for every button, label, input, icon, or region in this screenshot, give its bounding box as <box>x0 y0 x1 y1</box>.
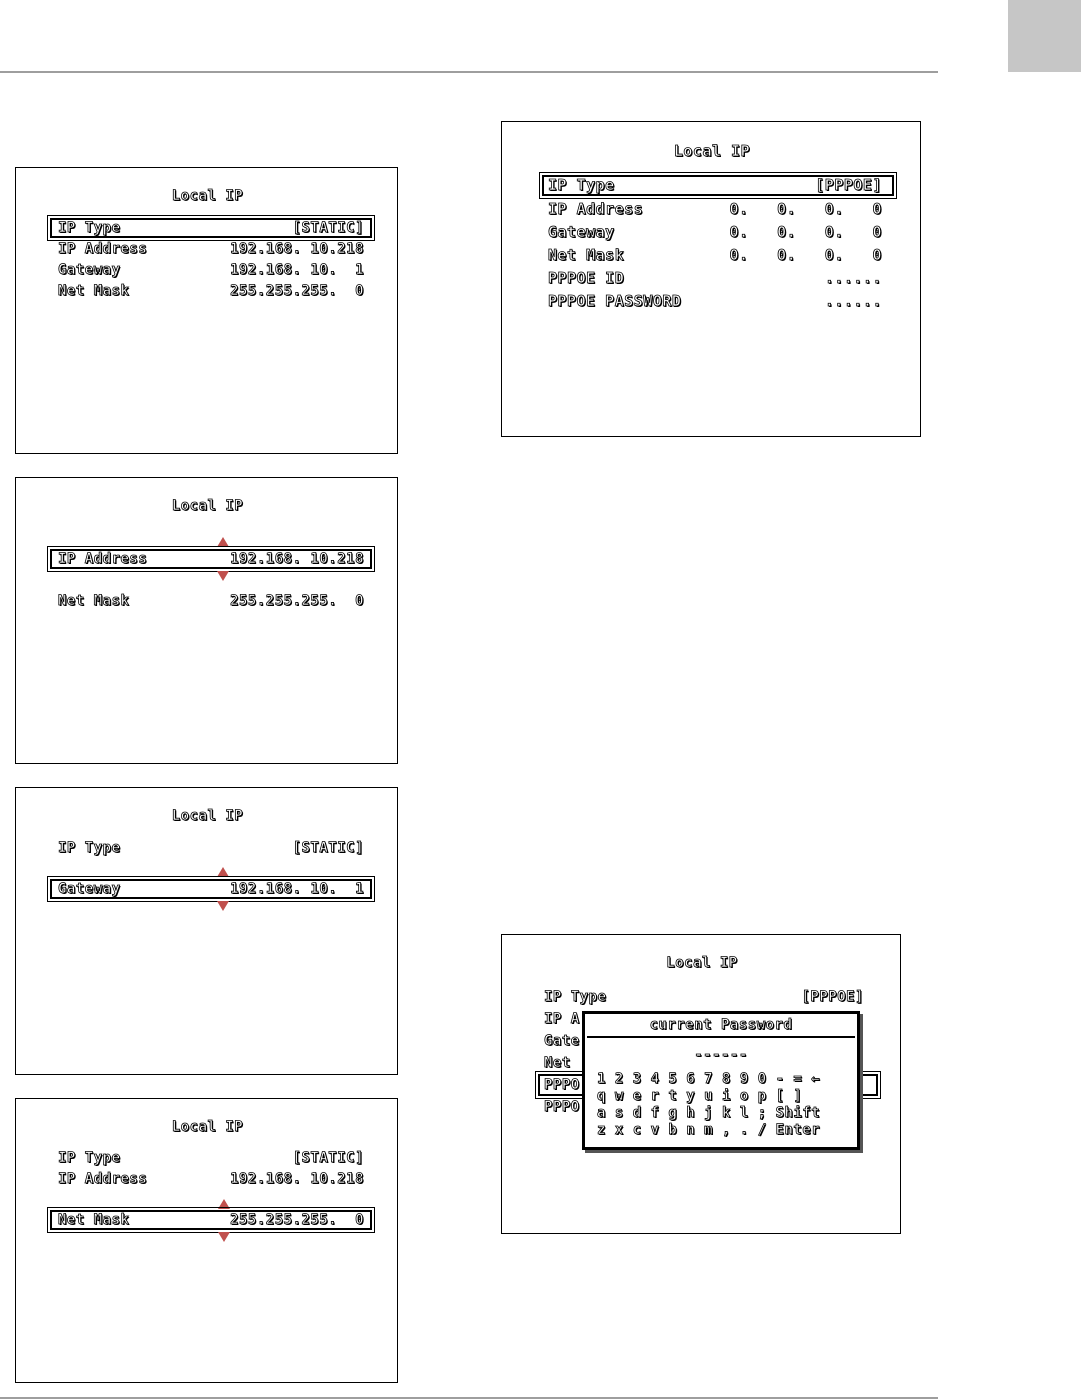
pppoe-password-label[interactable]: PPPOE PASSWORD <box>548 292 682 310</box>
value-decrease-arrow-icon[interactable] <box>217 571 229 581</box>
pppoe-id-value: ...... <box>824 269 882 287</box>
gateway-label[interactable]: Gateway <box>548 223 615 241</box>
pppoe-password-label-partial: PPPO <box>544 1077 580 1093</box>
dialog-divider <box>587 1036 855 1038</box>
page-corner-tab <box>1008 0 1081 72</box>
ip-type-value: [PPPOE] <box>815 176 882 194</box>
ip-type-value: [PPPOE] <box>801 989 864 1005</box>
ip-address-value: 0. 0. 0. 0 <box>729 200 882 218</box>
ip-address-value: 192.168. 10.218 <box>230 241 364 257</box>
net-mask-value: 255.255.255. 0 <box>230 283 364 299</box>
panel-title: Local IP <box>171 498 244 514</box>
value-increase-arrow-icon[interactable] <box>217 867 229 877</box>
net-mask-label[interactable]: Net Mask <box>548 246 625 264</box>
net-mask-label: Net Mask <box>58 1212 130 1228</box>
net-mask-label[interactable]: Net Mask <box>58 283 130 299</box>
keyboard-row-numbers[interactable]: 1 2 3 4 5 6 7 8 9 0 - = ← <box>597 1071 821 1087</box>
ip-type-label[interactable]: IP Type <box>58 840 121 856</box>
gateway-label[interactable]: Gateway <box>58 262 121 278</box>
ip-type-label: IP Type <box>548 176 615 194</box>
header-rule <box>0 71 938 73</box>
local-ip-panel-pppoe <box>501 121 921 437</box>
gateway-label: Gateway <box>58 881 121 897</box>
gateway-label-partial: Gate <box>544 1033 580 1049</box>
pppoe-id-label[interactable]: PPPOE ID <box>548 269 625 287</box>
value-decrease-arrow-icon[interactable] <box>218 1232 230 1242</box>
ip-address-value: 192.168. 10.218 <box>230 1171 364 1187</box>
panel-title: Local IP <box>171 808 244 824</box>
panel-title: Local IP <box>171 188 244 204</box>
value-increase-arrow-icon[interactable] <box>217 537 229 547</box>
panel-title: Local IP <box>171 1119 244 1135</box>
gateway-value: 192.168. 10. 1 <box>230 262 364 278</box>
panel-title: Local IP <box>673 142 751 160</box>
ip-address-label-partial: IP A <box>544 1011 580 1027</box>
ip-address-label: IP Address <box>58 551 148 567</box>
ip-type-value: [STATIC] <box>292 220 364 236</box>
ip-address-value[interactable]: 192.168. 10.218 <box>230 551 364 567</box>
value-increase-arrow-icon[interactable] <box>218 1199 230 1209</box>
pppoe-id-label-partial: PPPO <box>544 1099 580 1115</box>
local-ip-panel-ip-address-edit <box>15 477 398 764</box>
net-mask-label[interactable]: Net Mask <box>58 593 130 609</box>
value-decrease-arrow-icon[interactable] <box>217 901 229 911</box>
ip-type-value: [STATIC] <box>292 840 364 856</box>
panel-title: Local IP <box>666 955 738 971</box>
ip-type-value: [STATIC] <box>292 1150 364 1166</box>
local-ip-panel-static-type <box>15 167 398 454</box>
gateway-value: 0. 0. 0. 0 <box>729 223 882 241</box>
ip-type-label[interactable]: IP Type <box>58 1150 121 1166</box>
footer-rule <box>0 1397 938 1399</box>
dialog-title: current Password <box>649 1017 793 1033</box>
keyboard-row-asdf[interactable]: a s d f g h j k l ; Shift <box>597 1105 821 1121</box>
net-mask-value: 255.255.255. 0 <box>230 593 364 609</box>
ip-address-label[interactable]: IP Address <box>58 241 148 257</box>
local-ip-panel-net-mask-edit <box>15 1098 398 1383</box>
password-input[interactable]: ------ <box>694 1047 748 1063</box>
keyboard-row-zxcv[interactable]: z x c v b n m , . / Enter <box>597 1122 821 1138</box>
ip-type-label[interactable]: IP Type <box>544 989 607 1005</box>
pppoe-password-value: ...... <box>824 292 882 310</box>
keyboard-row-qwerty[interactable]: q w e r t y u i o p [ ] <box>597 1088 803 1104</box>
ip-address-label[interactable]: IP Address <box>58 1171 148 1187</box>
ip-address-label[interactable]: IP Address <box>548 200 644 218</box>
gateway-value[interactable]: 192.168. 10. 1 <box>230 881 364 897</box>
local-ip-panel-gateway-edit <box>15 787 398 1075</box>
net-mask-value[interactable]: 255.255.255. 0 <box>230 1212 364 1228</box>
ip-type-label: IP Type <box>58 220 121 236</box>
net-mask-value: 0. 0. 0. 0 <box>729 246 882 264</box>
net-mask-label-partial: Net <box>544 1055 571 1071</box>
password-keyboard-dialog <box>582 1011 860 1150</box>
